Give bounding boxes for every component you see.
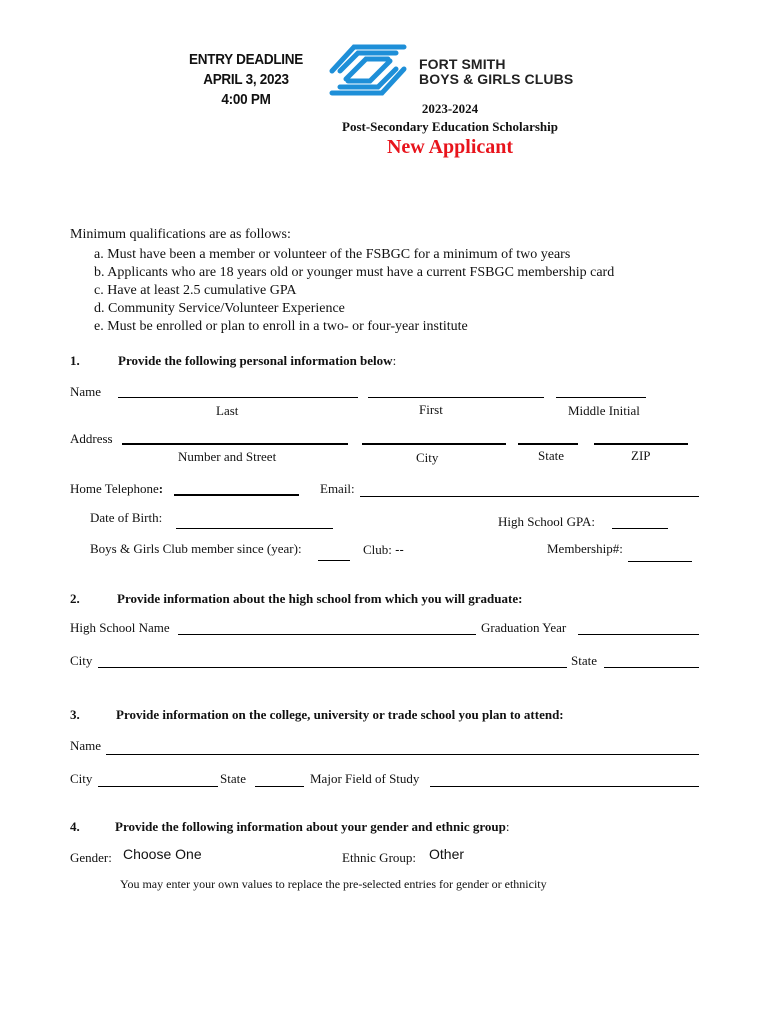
section-1-title-colon: : [392, 353, 397, 368]
college-name-field[interactable] [106, 754, 699, 755]
graduation-year-label: Graduation Year [481, 620, 567, 635]
club-logo-icon [326, 41, 410, 99]
high-school-gpa-label: High School GPA: [498, 514, 596, 529]
street-label: Number and Street [178, 449, 277, 464]
last-label: Last [216, 403, 239, 418]
hs-state-label: State [571, 653, 597, 668]
high-school-gpa-field[interactable] [612, 528, 668, 529]
entry-deadline [185, 50, 307, 110]
deadline-line-1: ENTRY DEADLINE [189, 51, 303, 68]
member-since-label: Boys & Girls Club member since (year): [90, 541, 302, 556]
high-school-name-label: High School Name [70, 620, 170, 635]
ethnic-group-select[interactable]: Other [429, 846, 465, 862]
home-telephone-colon: : [158, 481, 164, 496]
club-select[interactable]: -- [395, 542, 404, 557]
hs-city-label: City [70, 653, 93, 668]
section-1-title [118, 353, 396, 369]
scholarship-title: Post-Secondary Education Scholarship [342, 119, 558, 134]
gender-label: Gender: [70, 850, 112, 865]
section-2-title: Provide information about the high school from which you will graduate: [117, 591, 523, 606]
section-1-title-text: Provide the following personal information below [118, 353, 393, 368]
applicant-type: New Applicant [386, 136, 514, 158]
address-label: Address [70, 431, 113, 446]
section-3-title: Provide information on the college, university or trade school you plan to attend: [116, 707, 564, 722]
college-name-label: Name [70, 738, 102, 753]
qualification-item-a: a. Must have been a member or volunteer of the FSBGC for a minimum of two years [94, 247, 571, 262]
qualification-item-e: e. Must be enrolled or plan to enroll in a two- or four-year institute [94, 319, 468, 334]
high-school-name-field[interactable] [178, 634, 476, 635]
email-label: Email: [320, 481, 355, 496]
college-city-label: City [70, 771, 93, 786]
membership-number-field[interactable] [628, 561, 692, 562]
name-label: Name [70, 384, 102, 399]
section-3-number: 3. [70, 707, 80, 722]
college-city-field[interactable] [98, 786, 218, 787]
qualification-item-d: d. Community Service/Volunteer Experience [94, 301, 345, 316]
zip-field[interactable] [594, 443, 688, 445]
selection-note: You may enter your own values to replace the pre-selected entries for gender or ethnicity [120, 877, 547, 891]
section-2-number: 2. [70, 591, 80, 606]
qualifications-intro: Minimum qualifications are as follows: [70, 227, 291, 242]
boys-girls-club-logo [326, 41, 410, 99]
college-state-field[interactable] [255, 786, 304, 787]
home-telephone-text: Home Telephone [70, 481, 159, 496]
middle-initial-field[interactable] [556, 397, 646, 398]
state-field[interactable] [518, 443, 578, 445]
date-of-birth-field[interactable] [176, 528, 333, 529]
gender-select[interactable]: Choose One [123, 846, 202, 862]
zip-label: ZIP [631, 448, 651, 463]
graduation-year-field[interactable] [578, 634, 699, 635]
first-name-field[interactable] [368, 397, 544, 398]
date-of-birth-label: Date of Birth: [90, 510, 163, 525]
deadline-line-2: APRIL 3, 2023 [203, 71, 289, 88]
email-field[interactable] [360, 496, 699, 497]
hs-state-field[interactable] [604, 667, 699, 668]
member-since-field[interactable] [318, 560, 350, 561]
last-name-field[interactable] [118, 397, 358, 398]
club-label [363, 542, 404, 558]
middle-initial-label: Middle Initial [568, 403, 640, 418]
city-field[interactable] [362, 443, 506, 445]
major-field-of-study-field[interactable] [430, 786, 699, 787]
qualification-item-b: b. Applicants who are 18 years old or younger must have a current FSBGC membership card [94, 265, 615, 280]
first-label: First [419, 402, 443, 417]
hs-city-field[interactable] [98, 667, 567, 668]
home-telephone-field[interactable] [174, 494, 299, 496]
section-4-title-text: Provide the following information about your gender and ethnic group [115, 819, 506, 834]
section-4-title [115, 819, 510, 835]
org-name-line-2: BOYS & GIRLS CLUBS [419, 71, 574, 87]
section-4-title-colon: : [505, 819, 510, 834]
college-state-label: State [220, 771, 246, 786]
street-field[interactable] [122, 443, 348, 445]
state-label: State [538, 448, 564, 463]
major-field-label: Major Field of Study [310, 771, 420, 786]
club-label-text: Club: [363, 542, 392, 557]
org-name-line-1: FORT SMITH [419, 56, 506, 72]
ethnic-group-label: Ethnic Group: [342, 850, 417, 865]
qualification-item-c: c. Have at least 2.5 cumulative GPA [94, 283, 297, 298]
deadline-line-3: 4:00 PM [221, 91, 271, 108]
city-label: City [416, 450, 439, 465]
home-telephone-label [70, 481, 163, 497]
org-name [419, 57, 573, 87]
membership-number-label: Membership#: [547, 541, 623, 556]
school-year: 2023-2024 [421, 101, 479, 116]
section-1-number: 1. [70, 353, 80, 368]
section-4-number: 4. [70, 819, 80, 834]
